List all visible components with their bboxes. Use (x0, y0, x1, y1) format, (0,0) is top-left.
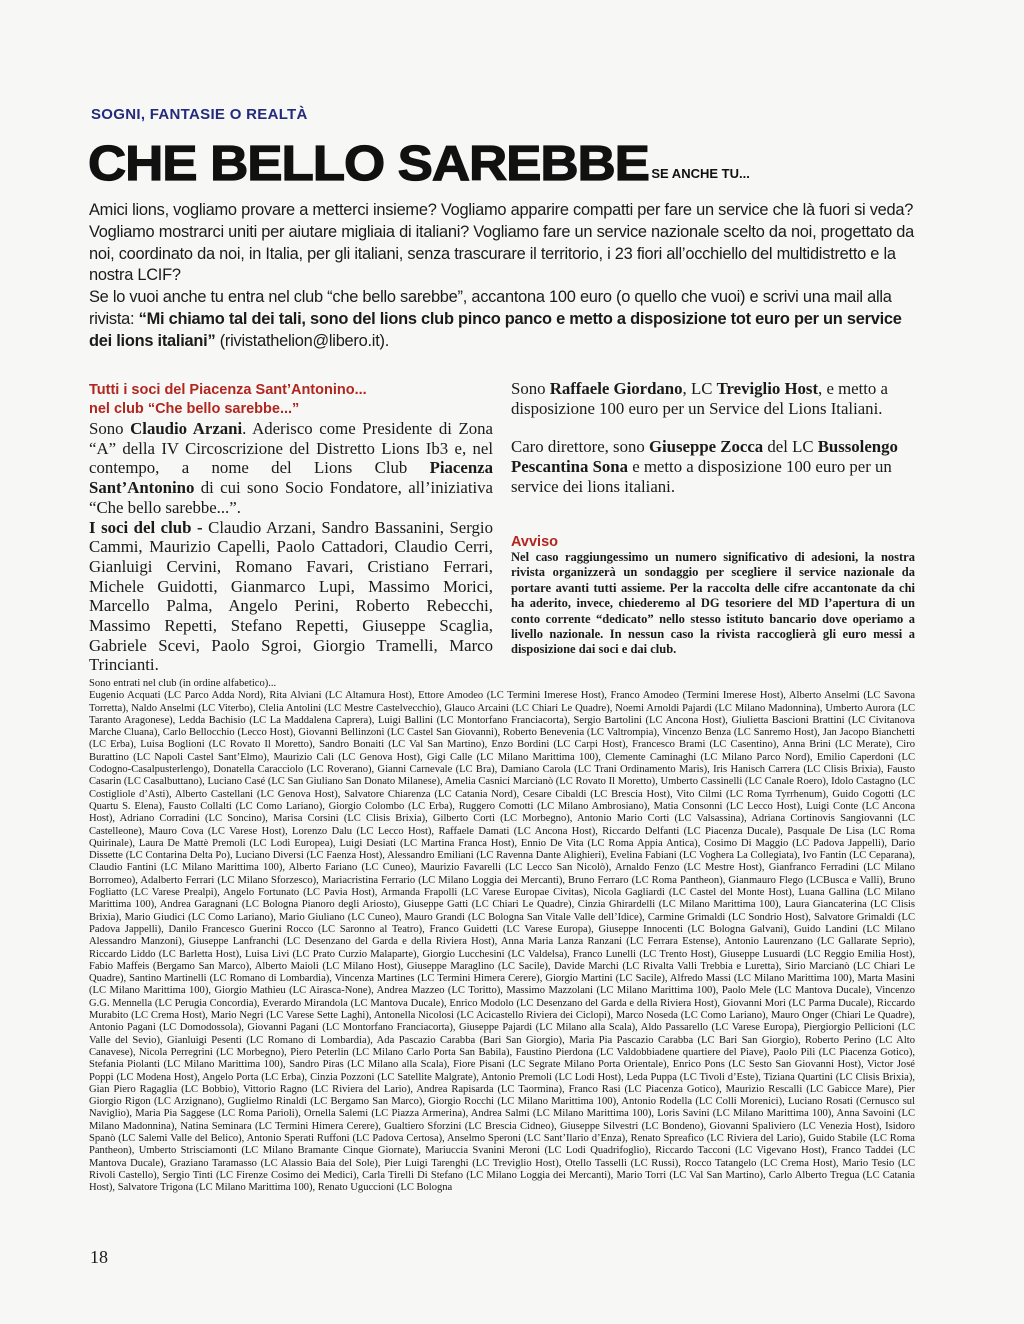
headline-main: CHE BELLO SAREBBE (88, 137, 649, 191)
headline-tail: SE ANCHE TU... (651, 166, 750, 181)
right-p1-t1: Sono (511, 379, 550, 398)
left-text-3: di cui sono Socio Fondatore, all’iniziativa “Che bello sarebbe...”. (89, 478, 493, 517)
left-bold-1: Claudio Arzani (130, 419, 243, 438)
right-paragraph-1 (511, 379, 915, 418)
right-paragraph-2 (511, 437, 915, 496)
left-column-heading-1: Tutti i soci del Piacenza Sant’Antonino... (89, 382, 367, 398)
avviso-text: Nel caso raggiungessimo un numero significativo di adesioni, la nostra rivista organizzerà un sondaggio per scegliere il service nazionale da portare avanti tutti assieme. Per la raccolta delle cifre accantonate da chi ha aderito, invece, chiederemo al DG tesoriere del MD l’apertura di un conto corrente “dedicato” nello stesso istituto bancario dove operiamo a livello nazionale. In nessun caso la rivista raccoglierà gli euro messi a disposizione dai soci e dai club. (511, 550, 915, 657)
intro-p2-end: (rivistathelion@libero.it). (215, 331, 390, 350)
left-text-4: Claudio Arzani, Sandro Bassanini, Sergio Cammi, Maurizio Capelli, Paolo Cattadori, Claudio Cerri, Gianluigi Cervini, Romano Favari, Cristiano Ferrari, Michele Guidotti, Gianmarco Lupi, Massimo Morici, Marcello Palma, Angelo Perini, Roberto Rebecchi, Massimo Repetti, Stefano Repetti, Giuseppe Scaglia, Gabriele Scevi, Paolo Sgroi, Giorgio Tramelli, Marco Trincianti. (89, 517, 493, 675)
members-list-text: Eugenio Acquati (LC Parco Adda Nord), Rita Alviani (LC Altamura Host), Ettore Amodeo (LC Termini Imerese Host), Franco Amodeo (Termini Imerese Host), Alberto Anselmi (LC Savona Torretta), Naldo Anselmi (LC Viterbo), Clelia Antolini (LC Mestre Castelvecchio), Glauco Arcaini (LC Chiari Le Quadre), Noemi Arnoldi Pajardi (LC Milano Madonnina), Umberto Aurora (LC Taranto Aragonese), Ledda Bachisio (LC La Maddalena Caprera), Luigi Ballini (LC Montorfano Franciacorta), Sergio Bartolini (LC Ancona Host), Giulietta Bascioni Brattini (LC Civitanova Marche Cluana), Carlo Bellocchio (Lecco Host), Giovanni Bellinzoni (LC Castel San Giovanni), Roberto Benevenia (LC Valtrompia), Vincenzo Benza (LC Sanremo Host), Jan Jacopo Bianchetti (LC Erba), Luisa Boglioni (LC Rovato Il Moretto), Sandro Bonaiti (LC Val San Martino), Enzo Bordini (LC Carpi Host), Francesco Brami (LC Casentino), Anna Brini (LC Merate), Ciro Burattino (LC Napoli Castel Sant’Elmo), Maurizio Calì (LC Genova Host), Gigi Calle (LC Milano Marittima 100), Clemente Caminaghi (LC Milano Parco Nord), Emilio Caperdoni (LC Codogno-Casalpusterlengo), Donatella Caracciolo (LC Roverano), Gianni Carnevale (LC Bra), Damiano Carola (LC Trani Ordinamento Maris), Iris Hanisch Carrera (LC Clisis Brixia), Fausto Casarin (LC Casalbuttano), Luciano Casé (LC San Giuliano San Donato Milanese), Amelia Casnici Marcianò (LC Rovato Il Moretto), Umberto Cassinelli (LC Canale Roero), Idolo Castagno (LC Costigliole d’Asti), Alberto Castellani (LC Genova Host), Salvatore Chiarenza (LC Catania Nord), Cesare Cibaldi (LC Brescia Host), Vito Cilmi (LC Roma Tyrrhenum), Guido Cogotti (LC Quartu S. Elena), Fausto Collalti (LC Como Lariano), Giorgio Colombo (LC Erba), Ruggero Comotti (LC Milano Ambrosiano), Matia Consonni (LC Lecco Host), Luigi Conte (LC Ancona Host), Adriano Corradini (LC Soncino), Marisa Corsini (LC Clisis Brixia), Gilberto Corti (LC Morbegno), Antonio Mario Corti (LC Valsassina), Adriana Cortinovis Sangiovanni (LC Castelleone), Mauro Cova (LC Varese Host), Lorenzo Dalu (LC Lecco Host), Raffaele Damati (LC Ancona Host), Riccardo Delfanti (LC Piacenza Ducale), Pasquale De Lisa (LC Roma Quirinale), Laura De Mattè Premoli (LC Lodi Europea), Luigi Desiati (LC Martina Franca Host), Ennio De Vita (LC Roma Appia Antica), Cosimo Di Maggio (LC Padova Jappelli), Dario Dissette (LC Contarina Delta Po), Luciano Diversi (LC Faenza Host), Alessandro Emiliani (LC Ravenna Dante Alighieri), Evelina Fabiani (LC Voghera La Collegiata), Ivo Fantin (LC Ceparana), Claudio Fantini (LC Milano Marittima 100), Alberto Fariano (LC Cuneo), Maurizio Favarelli (LC Lecco San Nicolò), Arnaldo Fenzo (LC Mestre Host), Gianfranco Ferradini (LC Milano Borromeo), Adalberto Ferrari (LC Milano Sforzesco), Mariacristina Ferrario (LC Milano Loggia dei Mercanti), Bruno Ferraro (LC Roma Pantheon), Gianmauro Flego (LCBusca e Valli), Bruno Fogliatto (LC Varese Prealpi), Angelo Fortunato (LC Pavia Host), Armanda Frapolli (LC Varese Europae Civitas), Nicola Gagliardi (LC Castel del Monte Host), Luana Gallina (LC Milano Marittima 100), Andrea Garagnani (LC Bologna Pianoro degli Ariosto), Giuseppe Gatti (LC Chiari Le Quadre), Cinzia Ghirardelli (LC Milano Marittima 100), Laura Giancaterina (LC Clisis Brixia), Mario Giudici (LC Como Lariano), Mario Giuliano (LC Cuneo), Mauro Grandi (LC Bologna San Vitale Valle dell’Idice), Carmine Grimaldi (LC Sondrio Host), Salvatore Grimaldi (LC Padova Jappelli), Danilo Francesco Guerini Rocco (LC Saronno al Teatro), Franco Guidetti (LC Varese Europa), Giuseppe Innocenti (LC Bologna Galvani), Guido Landini (LC Milano Alessandro Manzoni), Giuseppe Lanfranchi (LC Desenzano del Garda e della Riviera Host), Anna Maria Lanza Ranzani (LC Ferrara Estense), Antonio Laurenzano (LC Gallarate Seprio), Riccardo Liddo (LC Barletta Host), Luisa Livi (LC Prato Curzio Malaparte), Giorgio Lucchesini (LC Valdelsa), Franco Lunelli (LC Trento Host), Giuseppe Lusuardi (LC Reggio Emilia Host), Fabio Maffeis (Bergamo San Marco), Alberto Maioli (LC Milano Host), Giuseppe Maraglino (LC Sacile), Davide Marchi (LC Rivalta Valli Trebbia e Luretta), Sirio Marcianò (LC Chiari Le Quadre), Santino Martinelli (LC Romano di Lombardia), Vincenza Martines (LC Termini Himera Cerere), Giorgio Martini (LC Sacile), Alfredo Massi (LC Milano Marittima 100), Marta Masini (LC Milano Marittima 100), Giorgio Mathieu (LC Airasca-None), Andrea Mazzeo (LC Toritto), Massimo Mazzolani (LC Milano Marittima 100), Paolo Mele (LC Mantova Ducale), Vincenzo G.G. Mennella (LC Perugia Concordia), Everardo Mirandola (LC Mantova Ducale), Enrico Modolo (LC Desenzano del Garda e della Riviera Host), Giovanni Mori (LC Parma Ducale), Riccardo Murabito (LC Crema Host), Mario Negri (LC Varese Sette Laghi), Antonella Nicolosi (LC Acicastello Riviera dei Ciclopi), Marco Noseda (LC Como Lariano), Mauro Onger (Chiari Le Quadre), Antonio Pagani (LC Domodossola), Giovanni Pagani (LC Montorfano Franciacorta), Giuseppe Pajardi (LC Milano alla Scala), Aldo Passarello (LC Varese Europa), Piergiorgio Pellicioni (LC Valle del Sevio), Gianluigi Pesenti (LC Romano di Lombardia), Ada Pascazio Carabba (Bari San Giorgio), Maria Pia Pascazio Carabba (LC Bari San Giorgio), Roberto Perino (LC Alto Canavese), Nicola Perregrini (LC Morbegno), Piero Peterlin (LC Milano Carlo Porta San Babila), Faustino Pierdona (LC Valdobbiadene quartiere del Piave), Paolo Pili (LC Piacenza Gotico), Stefania Piolanti (LC Milano Marittima 100), Sandro Piras (LC Milano alla Scala), Fiore Pisani (LC Segrate Milano Porta Orientale), Enrico Pons (LC Sesto San Giovanni Host), Victor José Poppi (LC Modena Host), Angelo Porta (LC Erba), Cinzia Pozzoni (LC Satellite Malgrate), Antonio Premoli (LC Lodi Host), Leda Puppa (LC Tivoli d’Este), Tiziana Quartini (LC Clisis Brixia), Gian Piero Ragaglia (LC Bobbio), Vittorio Ragno (LC Riviera del Lario), Andrea Rapisarda (LC Taormina), Franco Rasi (LC Piacenza Gotico), Maurizio Rescalli (LC Gabicce Mare), Pier Giorgio Rigon (LC Arzignano), Guglielmo Rinaldi (LC Bergamo San Marco), Giorgio Rocchi (LC Milano Marittima 100), Antonio Rodella (LC Colli Morenici), Luciano Rosati (Cernusco sul Naviglio), Maria Pia Saggese (LC Roma Parioli), Ornella Salemi (LC Piazza Armerina), Andrea Salmi (LC Milano Marittima 100), Loris Savini (LC Milano Marittima 100), Anna Savoini (LC Milano Madonnina), Natina Seminara (LC Termini Himera Cerere), Gualtiero Sforzini (LC Brescia Cidneo), Giuseppe Silvestri (LC Bondeno), Giovanni Spaliviero (LC Venezia Host), Isidoro Spanò (LC Salemi Valle del Belico), Antonio Sperati Ruffoni (LC Padova Certosa), Anselmo Speroni (LC Sant’Ilario d’Enza), Renato Spreafico (LC Riviera del Lario), Guido Stabile (LC Roma Pantheon), Umberto Strisciamonti (LC Milano Bramante Cinque Giornate), Mariuccia Svanini Meroni (LC Lodi Quadrifoglio), Riccardo Tacconi (LC Vigevano Host), Franco Taddei (LC Mantova Ducale), Graziano Taramasso (LC Alassio Baia del Sole), Pier Luigi Tarenghi (LC Treviglio Host), Otello Tasselli (LC Russi), Rocco Tatangelo (LC Crema Host), Mario Tesio (LC Rivoli Castello), Sergio Tinti (LC Firenze Cosimo dei Medici), Carla Tirelli Di Stefano (LC Milano Loggia dei Mercanti), Mario Torri (LC Val San Martino), Carlo Alberto Tregua (LC Catania Host), Salvatore Trigona (LC Milano Marittima 100), Renato Uguccioni (LC Bologna (89, 690, 915, 1194)
avviso-title: Avviso (511, 534, 559, 550)
left-text-2: . Aderisco come Presidente di Zona “A” della IV Circoscrizione del Distretto Lions Ib3 e, nel contempo, a nome del Lions Club (89, 419, 494, 478)
page-number: 18 (90, 1247, 108, 1267)
right-p2-t3: e metto a disposizione 100 euro per un service dei lions italiani. (511, 457, 892, 496)
members-list-heading: Sono entrati nel club (in ordine alfabetico)... (89, 678, 277, 689)
left-column-body (89, 419, 493, 518)
left-column-heading-2: nel club “Che bello sarebbe...” (89, 401, 300, 417)
right-p2-t2: del LC (763, 437, 818, 457)
intro-p2-start: Se lo vuoi anche tu entra nel club “che bello sarebbe”, accantona 100 euro (o quello che vuoi) e scrivi una mail alla rivista: (89, 288, 892, 328)
right-p2-t1: Caro direttore, sono (511, 437, 649, 457)
intro-p2-quote: “Mi chiamo tal dei tali, sono del lions club pinco panco e metto a disposizione tot euro per un service dei lions italiani” (89, 309, 902, 350)
right-p1-t2: , LC (682, 379, 717, 398)
right-p1-b2: Treviglio Host (716, 379, 819, 398)
right-p1-t3: , e metto a disposizione 100 euro per un Service del Lions Italiani. (511, 379, 888, 418)
left-column-members (89, 518, 493, 676)
left-text-1: Sono (89, 419, 131, 438)
intro-paragraph-2 (89, 287, 921, 352)
headline (88, 136, 750, 192)
left-column (89, 381, 493, 675)
right-p1-b1: Raffaele Giordano (549, 379, 683, 398)
section-kicker: SOGNI, FANTASIE O REALTÀ (91, 106, 308, 123)
right-p2-b1: Giuseppe Zocca (648, 437, 764, 457)
intro-paragraph-1: Amici lions, vogliamo provare a metterci insieme? Vogliamo apparire compatti per fare un service che là fuori si veda? Vogliamo mostrarci uniti per aiutare migliaia di italiani? Vogliamo fare un service nazionale scelto da noi, progettato da noi, coordinato da noi, in Italia, per gli italiani, senza trascurare il territorio, i 23 fiori all’occhiello del multidistretto e la nostra LCIF? (89, 201, 915, 285)
members-list (89, 678, 915, 1194)
intro-text (89, 200, 921, 353)
left-bold-2: Piacenza Sant’Antonino (89, 458, 493, 498)
right-p2-b2: Bussolengo Pescantina Sona (511, 437, 898, 477)
left-bold-3: I soci del club - (89, 517, 209, 537)
right-column (511, 379, 915, 516)
